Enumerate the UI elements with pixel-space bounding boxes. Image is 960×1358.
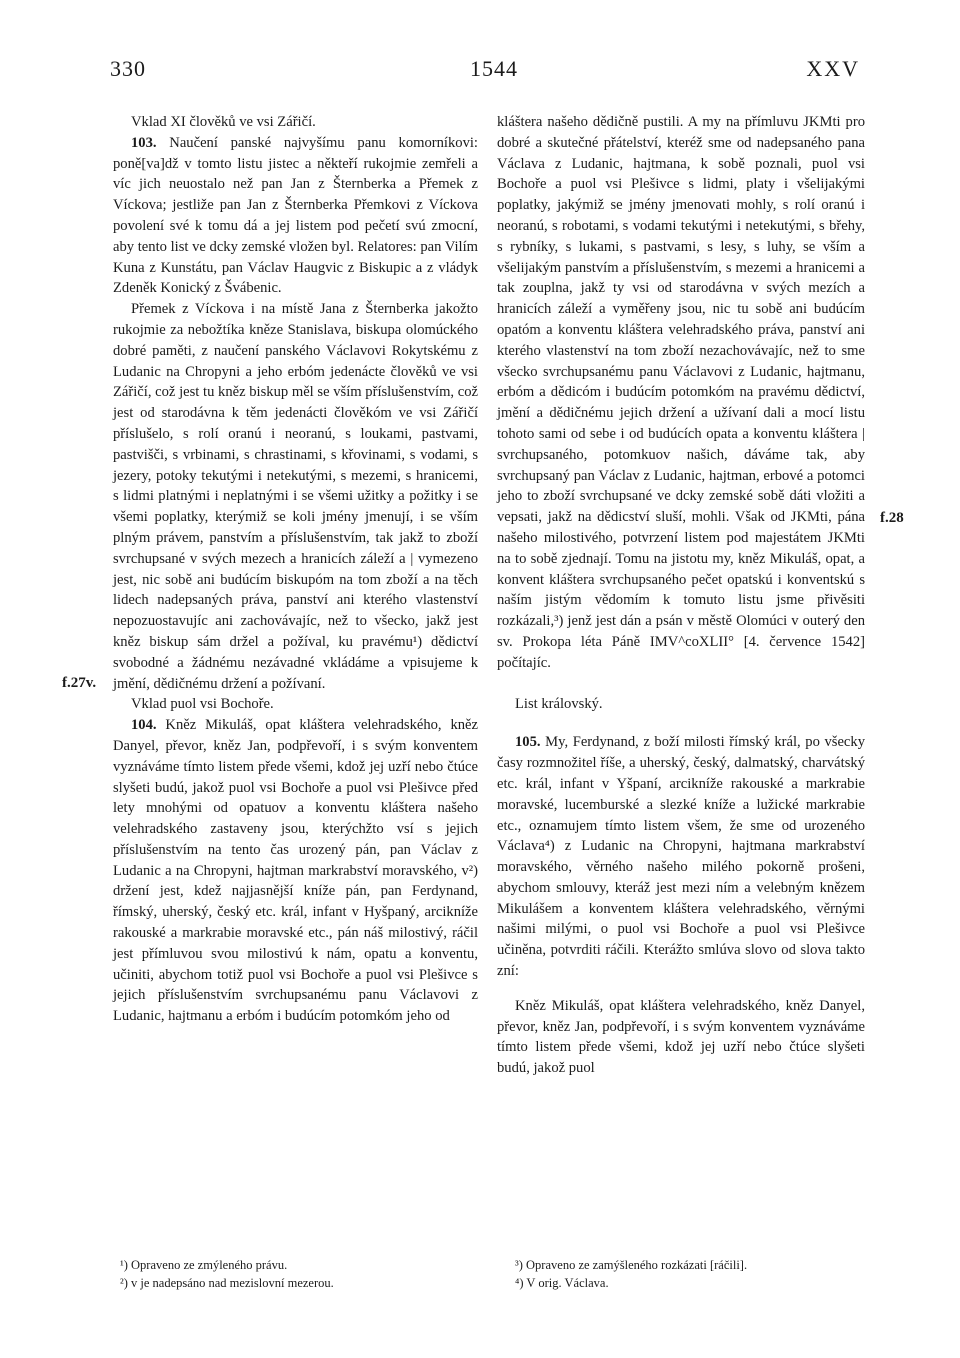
- entry-number-104: 104.: [131, 717, 157, 734]
- page-year: 1544: [470, 56, 518, 81]
- entry-103: [113, 133, 478, 299]
- margin-note-f28: f.28: [880, 510, 904, 526]
- right-column: [497, 112, 865, 1079]
- paragraph-premek: Přemek z Víckova i na místě Jana z Šternberka jakožto rukojmie za nebožtíka kněze Stanislava, biskupa olomúckého dobré paměti, z naučení panského Václavovi Rokytskému z Ludanic na Chropyni a jeho erbóm jedenácte člověků ve vsi Zářičí, což jest tu kněz biskup měl se vším příslušenstvím, což jest od starodávna k těm jedenácti člověkóm ve vsi Zářičí příslušelo, s rolí oranú i neoranú, s loukami, pastvami, pastvišči, s vrbinami, s chrastinami, s křovinami, s vodami, s jezery, potoky tekutými i netekutými, s mezemi, s hranicemi, s lidmi platnými i neplatnými i se všemi užitky a požitky i se všemi poplatky, kterýmiž se koli jmény jmenují, i se vším plným právem, panstvím a příslušenstvím, tak jakž to zboží svrchupsané v svých mezech a hranicích záleží a | vymezeno jest, nic sobě ani budúcím biskupóm na tom zboží a na těch lidech nadepsaných práva, panství ani kterého vlastenství nepozuostavujíc ani zachovávajíc, než to všecko, jakž jest kněz biskup sám držel a požíval, ku pravému¹) dědictví svobodné a žádnému nezávadné vkládáme a vpisujeme k jmění, dědičnému držení a požívaní.: [113, 301, 478, 692]
- page-header: [110, 56, 860, 96]
- entry-number-103: 103.: [131, 134, 157, 151]
- entry-105: [497, 732, 865, 982]
- paragraph-continuation: kláštera našeho dědičně pustili. A my na přímluvu JKMti pro dobré a skutečné přátelství, kteréž sme od nadepsaného pana Václava z Ludanic, hajtmana, k sobě poznali, puol vsi Bochoře a puol vsi Plešivce s lidmi, platy i všelijakými poplatky, jakýmiž se jmény jmenovati mohly, s rolí oranú i neoranú, s robotami, s vodami tekutými i netekutými, s břehy, s rybníky, s lukami, s pastvami, s lesy, s luhy, se vším a všelijakým panstvím a příslušenstvím, s mezemi a hranicemi a tak zouplna, jakž ty vsi od starodávna v svých mezích a hranicích záleží a vyměřeny jsou, nic tu sobě ani budúcím opatóm a konventu kláštera velehradského práva, panství ani kterého vlastenství na tom zboží nezachovávajíc, než to sme všecko svrchupsanému panu Václavovi z Ludanic, hajtmanu, erbóm a dědicóm i budúcím potomkóm na pravému dědictví, jmění a dědičnému jejich držení a užívaní dali a mocí listu tohoto sami od sebe i od budúcích opata a konventu kláštera | svrchupsaného, potomkuov našich, dáváme tak, aby svrchupsaný pan Václav z Ludanic, hajtman, erbové a potomci jeho to zboží svrchupsané ve dcky zemské sobě dáti vložiti a vepsati, jakž na dědicství sluší, mohli. Však od JKMti, pána našeho milostivého, potvrzení listem pod majestátem JKMti na to sobě zjednají. Tomu na jistotu my, kněz Mikuláš, opat, a konvent kláštera svrchupsaného pečet opatskú i konventskú s naším jistým vědomím k tomuto listu jsme přivěsiti rozkázali,³) jenž jest dán a psán v městě Olomúci v outerý den sv. Prokopa léta Páně IMV^coXLII° [4. července 1542] počítajíc.: [497, 114, 865, 671]
- footnotes-right: [515, 1256, 865, 1292]
- volume-label: XXV: [806, 56, 860, 81]
- margin-note-f27v: f.27v.: [62, 675, 97, 691]
- section-title-bochore: Vklad puol vsi Bochoře.: [131, 696, 274, 713]
- left-column: [113, 112, 478, 1027]
- footnote-1: ¹) Opraveno ze zmýleného právu.: [120, 1258, 288, 1272]
- footnote-3: ³) Opraveno ze zamýšleného rozkázati [ráčili].: [515, 1258, 748, 1272]
- entry-number-105: 105.: [515, 734, 541, 751]
- section-title-vklad-xi: Vklad XI člověků ve vsi Zářičí.: [131, 114, 316, 130]
- page-number: 330: [110, 56, 146, 81]
- entry-104-text: Kněz Mikuláš, opat kláštera velehradského, kněz Danyel, převor, kněz Jan, podpřevoří, i s svým konventem vyznáváme tímto listem přede všemi, kdož jej uzří nebo čtúce slyšeti budú, jakož puol vsi Bochoře a puol vsi Plešivce před lety mnohými od opatuov a konventu kláštera našeho velehradského zastaveny jsou, kterýchžto vsí s jejich příslušenstvím na tento čas urozený pán, pan Václav z Ludanic a na Chropyni, hajtman markrabství moravského, v²) držení jest, kdež najjasnější kníže pán, pan Ferdynand, římský, uherský, český etc. král, infant v Hyšpaný, arcikníže rakouské a markrabie moravské etc., pán náš milostivý, ráčil jest přímluvou svou milostivú k nám, opatu a konventu, učiniti, abychom totiž puol vsi Bochoře a puol vsi Plešivce s jejich příslušenstvím svrchupsanému panu Václavovi z Ludanic, hajtmanu a erbóm i budúcím potomkóm jeho od: [113, 717, 478, 1025]
- entry-105-text: My, Ferdynand, z boží milosti římský král, po všecky časy rozmnožitel říše, a uherský, český, dalmatský, charvátský etc. král, infant v Yšpaní, arcikníže rakouské a markrabie moravské, lucemburské a slezké kníže a lužické markrabie etc., oznamujem tímto listem všem, že sme od urozeného Václava⁴) z Ludanic na Chropyni, hajtmana markrabství moravského, věrného našeho milého pokorně prošeni, abychom smlouvy, kteráž jest mezi ním a velebným knězem Mikulášem a konventem kláštera velehradského, věrnými našimi milými, o puol vsi Bochoře a puol vsi Plešivce učiněna, potvrditi ráčili. Kterážto smlúva slovo od slova takto zní:: [497, 734, 865, 980]
- entry-103-text: Naučení panské najvyšímu panu komorníkovi: poně[va]dž v tomto listu jistec a někteří rukojmie zemřeli a víc jich neuostalo než pan Jan z Šternberka a Přemek z Víckova; jestliže pan Jan z Šternberka Přemkovi z Víckova povolení své k tomu dá a jej listem pod pečetí svú zmocní, aby tento list ve dcky zemské vložen byl. Relatores: pan Vilím Kuna z Kunstátu, pan Václav Haugvic z Biskupic a z vládyk Zdeněk Konický z Švábenic.: [113, 134, 478, 297]
- section-title-list-kralovsky: List královský.: [515, 695, 603, 712]
- footnotes-left: [120, 1256, 480, 1292]
- paragraph-knez-mikulas: Kněz Mikuláš, opat kláštera velehradského, kněz Danyel, převor, kněz Jan, podpřevoří, i s svým konventem vyznáváme tímto listem přede všemi, kdož jej uzří nebo čtúce slyšeti budú, jakož puol: [497, 997, 865, 1077]
- footnote-2: ²) v je nadepsáno nad mezislovní mezerou.: [120, 1276, 334, 1290]
- footnote-4: ⁴) V orig. Václava.: [515, 1276, 609, 1290]
- entry-104: [113, 715, 478, 1027]
